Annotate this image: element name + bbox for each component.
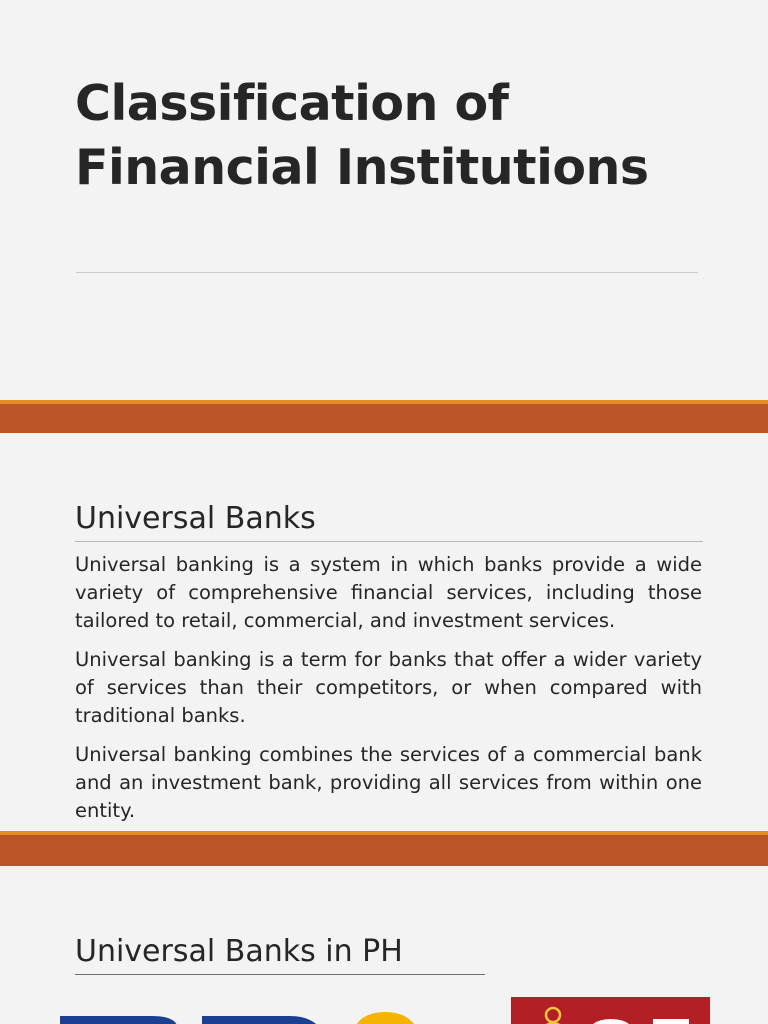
- universal-banks-slide: [0, 433, 768, 831]
- section-heading: Universal Banks in PH: [75, 934, 403, 969]
- title-slide: [0, 0, 768, 400]
- heading-underline: [75, 541, 703, 542]
- bdo-logo: [60, 1006, 422, 1024]
- title-divider: [76, 272, 698, 273]
- slide-separator-band: [0, 400, 768, 433]
- section-heading: Universal Banks: [75, 501, 316, 536]
- title-line-1: Classification of: [75, 75, 509, 132]
- page-title: [75, 72, 715, 200]
- universal-banks-ph-slide: [0, 866, 768, 1024]
- title-line-2: Financial Institutions: [75, 139, 649, 196]
- heading-underline: [75, 974, 485, 975]
- bpi-logo: [511, 997, 710, 1024]
- slide-separator-band: [0, 831, 768, 866]
- paragraph: Universal banking combines the services of a commercial bank and an investment bank, providing all services from within one entity.: [75, 743, 702, 822]
- paragraph: Universal banking is a term for banks that offer a wider variety of services than their competitors, or when compared with traditional banks.: [75, 648, 702, 727]
- paragraph: Universal banking is a system in which banks provide a wide variety of comprehensive financial services, including those tailored to retail, commercial, and investment services.: [75, 553, 702, 632]
- body-text: [75, 551, 702, 831]
